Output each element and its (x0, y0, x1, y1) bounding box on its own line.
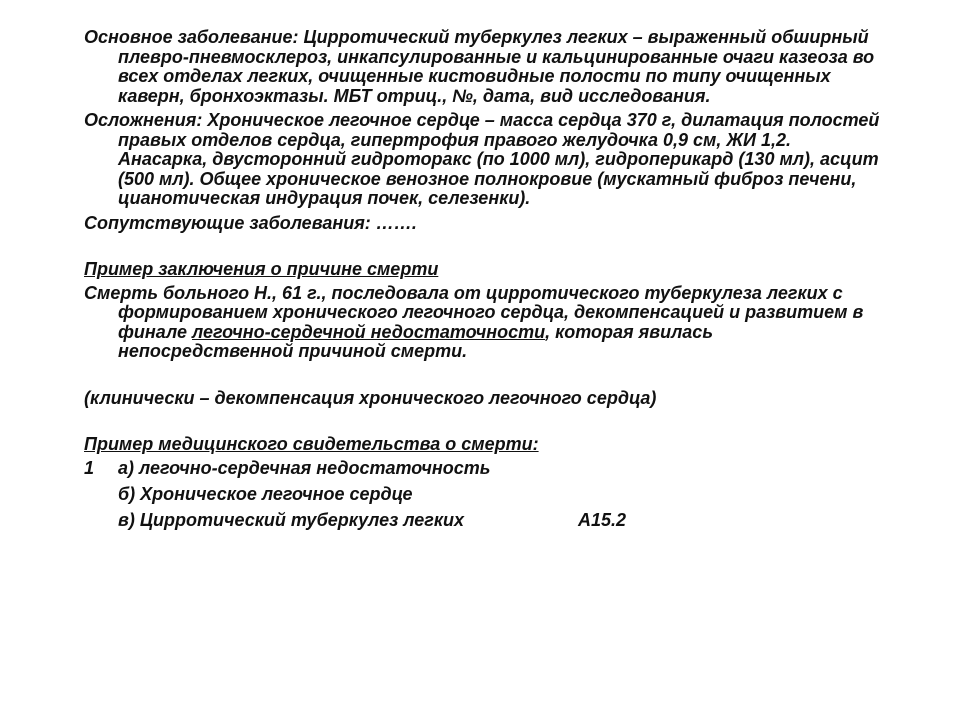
certificate-row-b (84, 485, 884, 506)
certificate-number: 1 (84, 457, 95, 478)
death-conclusion-underlined: легочно-сердечной недостаточности (192, 321, 546, 342)
death-conclusion-heading: Пример заключения о причине смерти (84, 259, 439, 279)
main-disease-text: Цирротический туберкулез легких – выраженный обширный плевро-пневмосклероз, инкапсулированные и кальцинированные очаги казеоза во всех отделах легких, очищенные кистовидные полости по типу очищенных каверн, бронхоэктазы. МБТ отриц., №, дата, вид исследования. (118, 27, 875, 106)
death-conclusion-paragraph (84, 284, 884, 362)
certificate-icd-code: А15.2 (578, 509, 627, 530)
slide-text-body (84, 28, 884, 537)
certificate-row-c (84, 511, 884, 532)
concomitant-paragraph (84, 214, 884, 234)
spacer (84, 367, 884, 389)
complications-paragraph (84, 111, 884, 209)
certificate-item-a: а) легочно-сердечная недостаточность (118, 457, 491, 478)
concomitant-label: Сопутствующие заболевания: (84, 212, 371, 233)
death-conclusion-text-after: , которая явилась непосредственной причиной смерти. (118, 321, 714, 361)
complications-text: Хроническое легочное сердце – масса сердца 370 г, дилатация полостей правых отделов сердца, гипертрофия правого желудочка 0,9 см, ЖИ 1,2. Анасарка, двусторонний гидроторакс (по 1000 мл), гидроперикард (130 мл), асцит (500 мл). Общее хроническое венозное полнокровие (мускатный фиброз печени, цианотическая индурация почек, селезенки). (118, 110, 880, 208)
concomitant-text: ……. (375, 212, 417, 233)
clinical-note: (клинически – декомпенсация хронического легочного сердца) (84, 387, 657, 408)
spacer (84, 238, 884, 260)
main-disease-label: Основное заболевание: (84, 27, 299, 47)
certificate-item-b: б) Хроническое легочное сердце (118, 483, 413, 504)
complications-label: Осложнения: (84, 110, 203, 130)
death-conclusion-text-before: Смерть больного Н., 61 г., последовала от цирротического туберкулеза легких с формированием хронического легочного сердца, декомпенсацией и развитием в финале (84, 282, 864, 342)
main-disease-paragraph (84, 28, 884, 106)
spacer (84, 413, 884, 435)
certificate-item-c: в) Цирротический туберкулез легких (118, 509, 464, 530)
certificate-row-a (84, 459, 884, 480)
certificate-heading: Пример медицинского свидетельства о смерти: (84, 434, 539, 454)
